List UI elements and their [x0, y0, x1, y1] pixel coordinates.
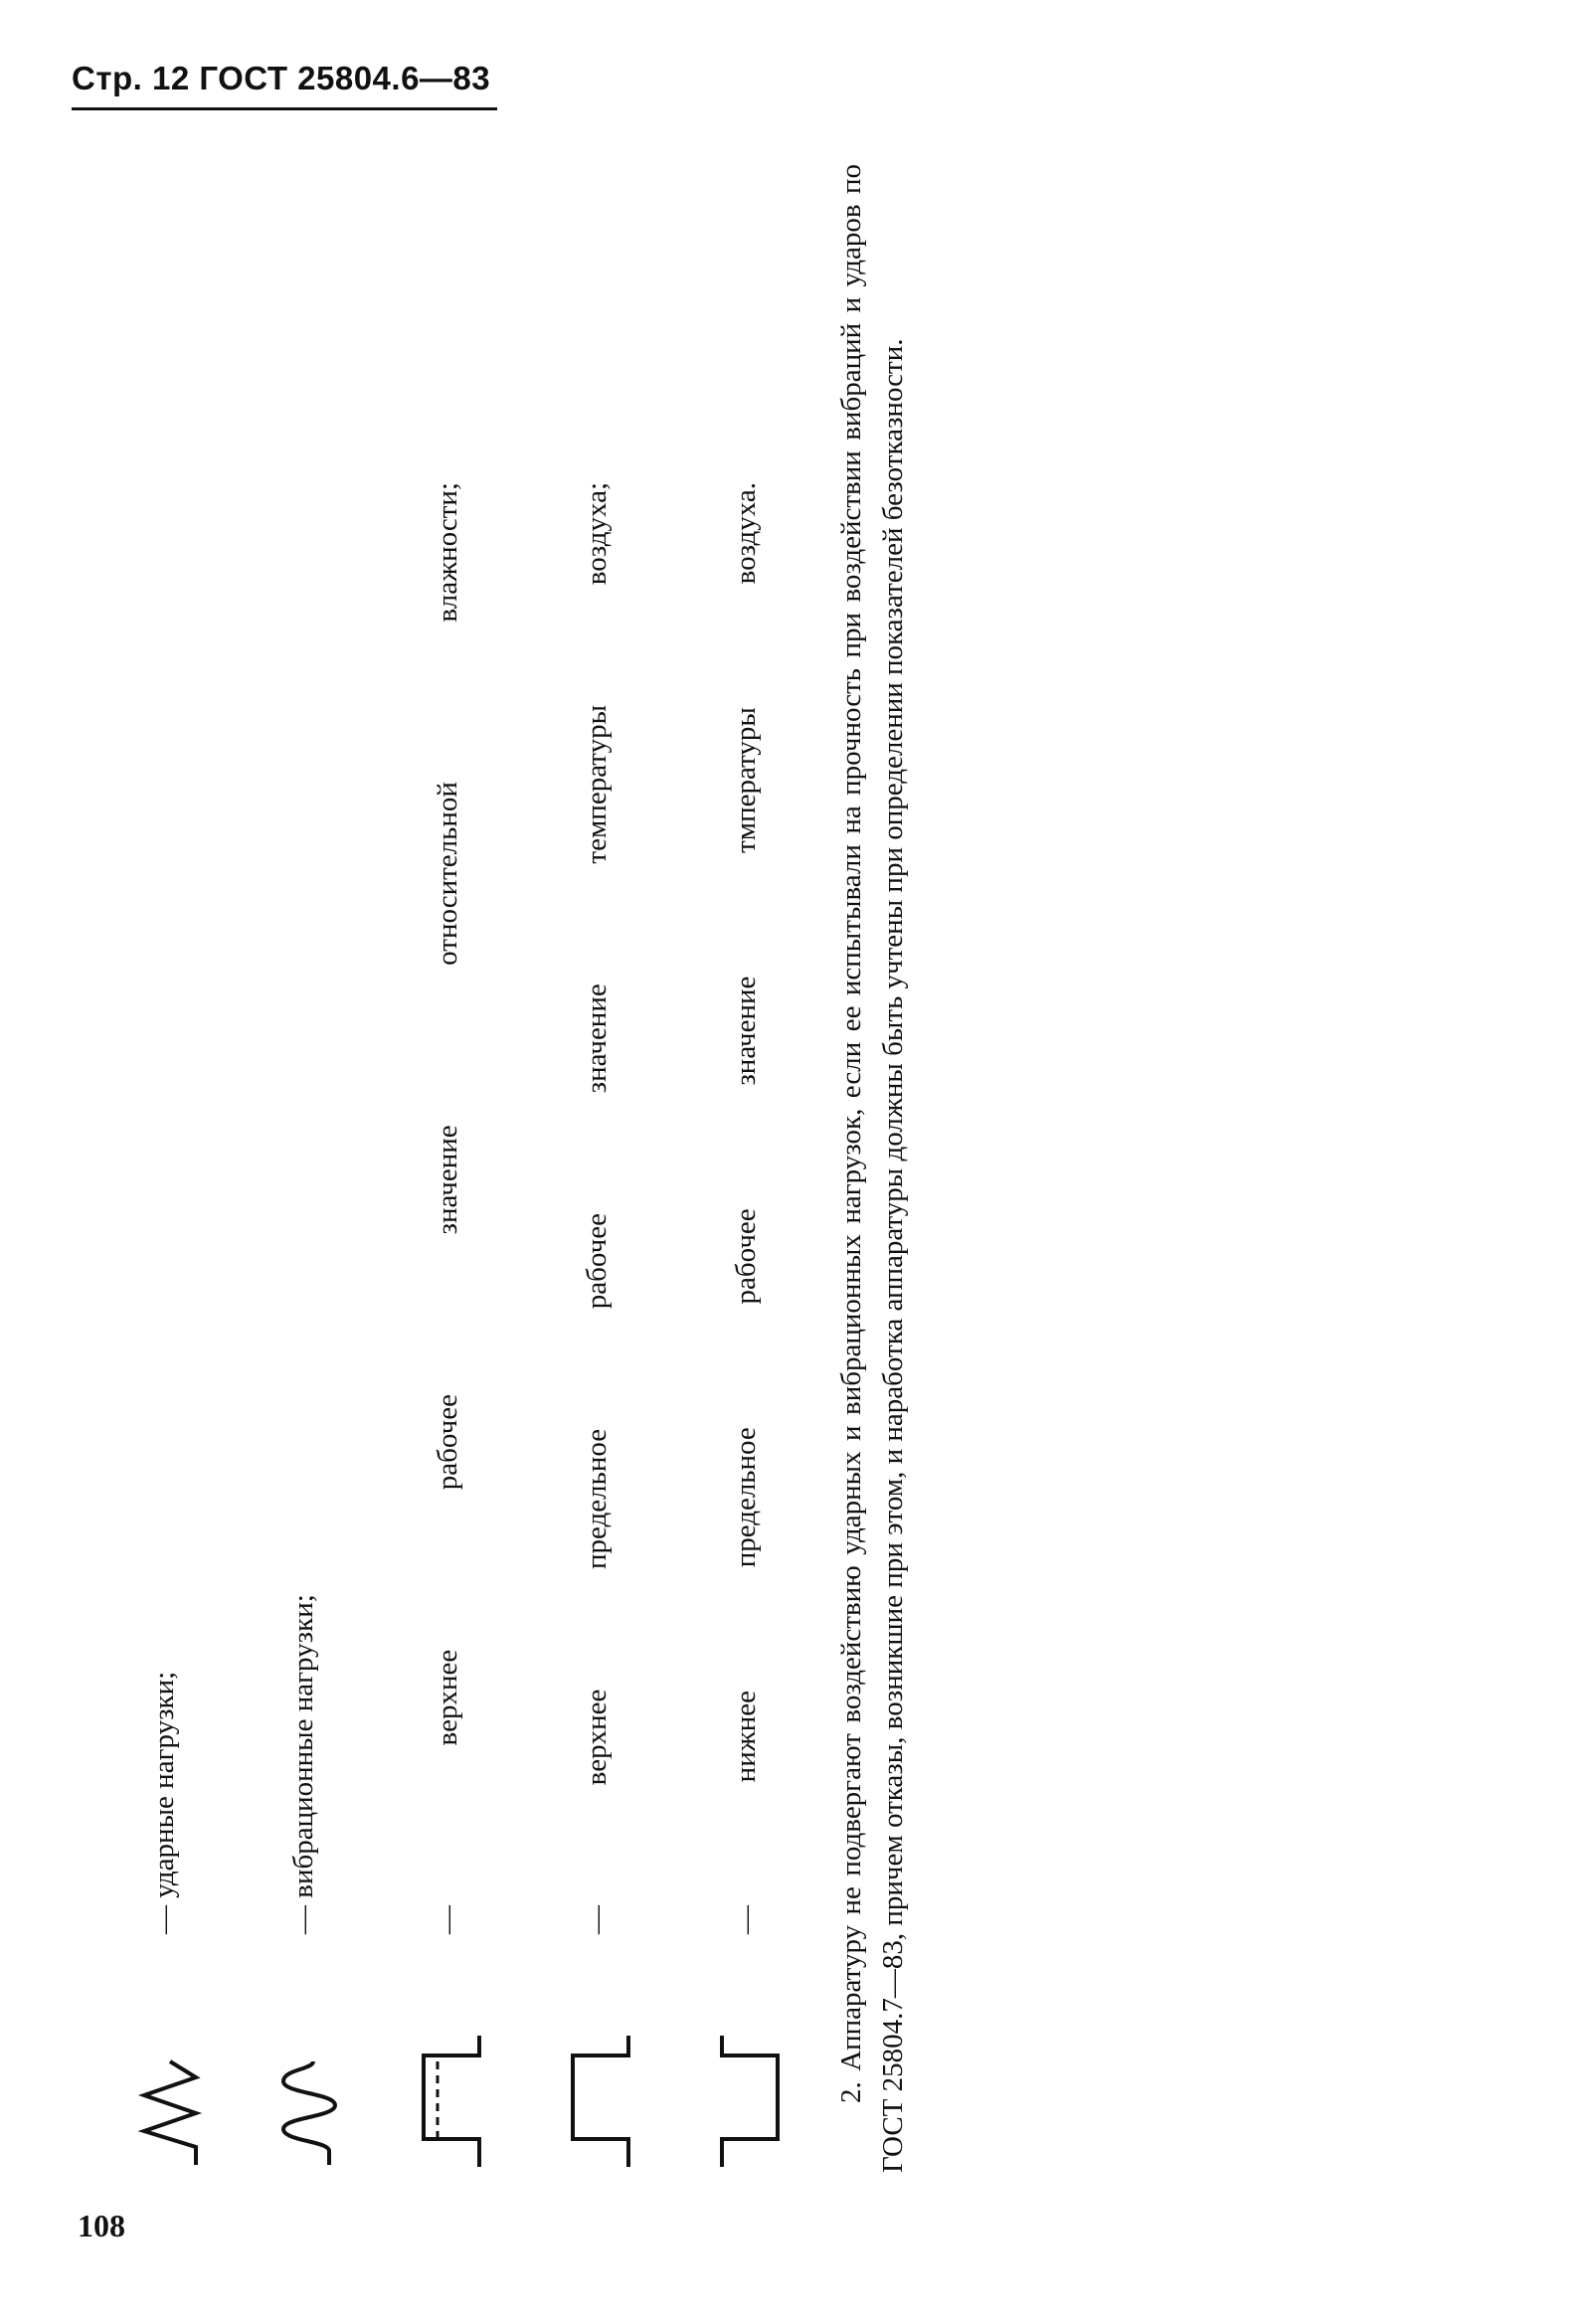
legend-label: — верхнее предельное рабочее значение температуры воздуха;	[581, 482, 613, 1934]
legend-item-temp-lower	[716, 164, 786, 2173]
legend-label: — верхнее рабочее значение относительной влажности;	[432, 482, 463, 1934]
rotated-content	[134, 164, 989, 2173]
legend-item-shock	[134, 164, 204, 2173]
vibration-load-icon	[273, 2034, 343, 2173]
legend-label: — вибрационные нагрузки;	[287, 1594, 319, 1934]
legend-label: — нижнее предельное рабочее значение тмпературы воздуха.	[730, 482, 762, 1934]
note-paragraph: 2. Аппаратуру не подвергают воздействию ударных и вибрационных нагрузок, если ее испытывали на прочность при воздействии вибраций и ударов по ГОСТ 25804.7—83, причем отказы, возникшие при этом, и наработка аппаратуры должны быть учтены при определении показателей безотказности.	[835, 164, 909, 2173]
header-rule	[72, 107, 497, 110]
temperature-upper-limit-icon	[567, 2034, 636, 2173]
shock-load-icon	[134, 2034, 204, 2173]
temperature-lower-limit-icon	[716, 2034, 786, 2173]
page-header: Стр. 12 ГОСТ 25804.6—83	[72, 60, 491, 96]
legend-item-temp-upper	[567, 164, 636, 2173]
legend-item-vibration	[273, 164, 343, 2173]
legend-item-humidity	[418, 164, 487, 2173]
page-number: 108	[78, 2208, 125, 2243]
legend-label: — ударные нагрузки;	[148, 1671, 180, 1934]
humidity-upper-working-icon	[418, 2034, 487, 2173]
